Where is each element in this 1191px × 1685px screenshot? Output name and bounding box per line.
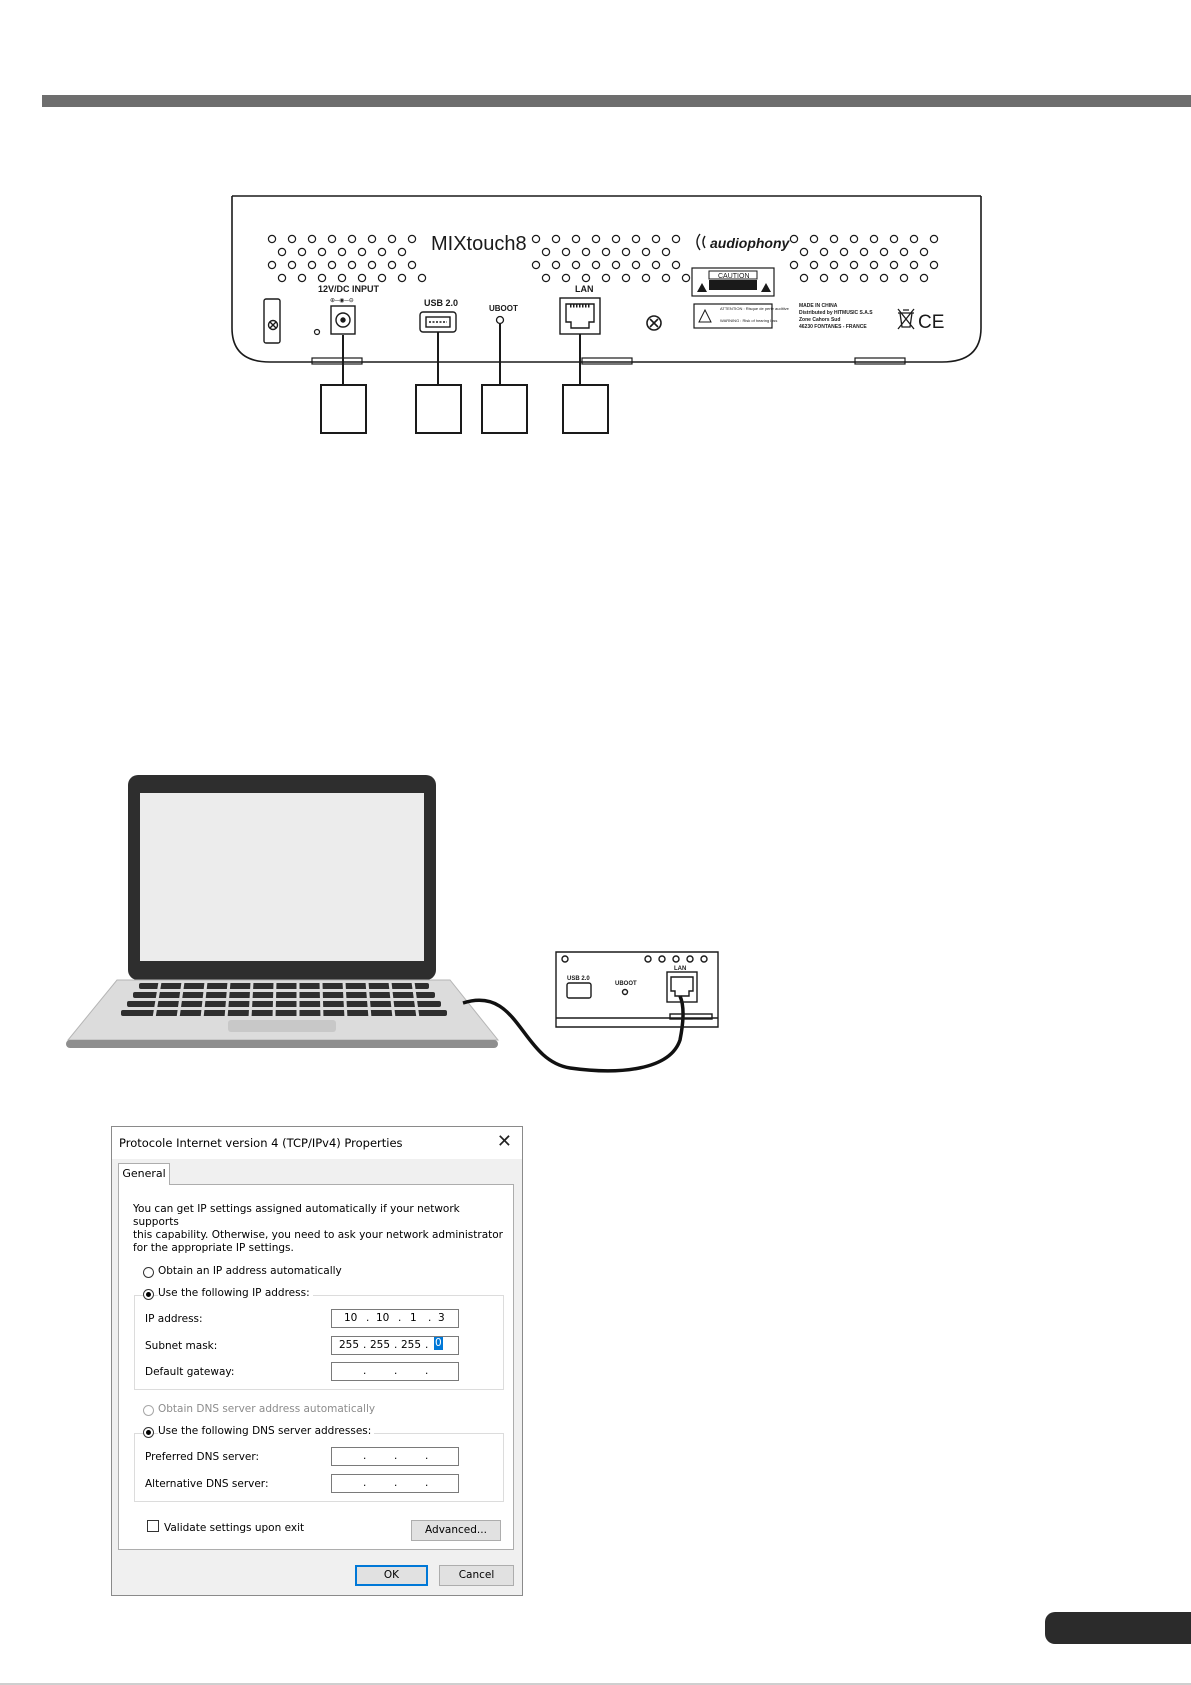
laptop-screen bbox=[140, 793, 424, 961]
caution-text: CAUTION bbox=[718, 273, 750, 280]
dialog-title: Protocole Internet version 4 (TCP/IPv4) Properties bbox=[119, 1136, 403, 1150]
callout-box bbox=[321, 385, 366, 433]
manufacturer-info bbox=[799, 303, 873, 330]
hearing-warning-label bbox=[694, 304, 790, 328]
weee-bin-icon bbox=[898, 309, 914, 329]
svg-text:MADE IN CHINA: MADE IN CHINA bbox=[799, 303, 838, 309]
use-following-ip-radio[interactable] bbox=[143, 1289, 154, 1300]
warning-text: WARNING : Risk of hearing loss bbox=[720, 318, 778, 323]
svg-text:46230 FONTANES - FRANCE: 46230 FONTANES - FRANCE bbox=[799, 324, 867, 330]
obtain-ip-auto-radio[interactable] bbox=[143, 1267, 154, 1278]
use-following-ip-label: Use the following IP address: bbox=[158, 1287, 313, 1299]
panel-foot bbox=[855, 358, 905, 364]
brand-logo bbox=[697, 234, 791, 251]
callout-box bbox=[482, 385, 527, 433]
lan-port bbox=[560, 298, 600, 334]
closeup-lan-label: LAN bbox=[674, 966, 687, 972]
ok-button[interactable]: OK bbox=[355, 1565, 428, 1586]
closeup-usb-port bbox=[567, 983, 591, 998]
trackpad bbox=[228, 1020, 336, 1032]
cable-clip bbox=[264, 299, 280, 343]
tab-general[interactable]: General bbox=[118, 1163, 170, 1185]
model-name: MIXtouch8 bbox=[431, 233, 527, 255]
closeup-uboot-label: UBOOT bbox=[615, 981, 637, 987]
closeup-usb-label: USB 2.0 bbox=[567, 976, 590, 982]
caution-label bbox=[692, 268, 774, 296]
default-gateway-field[interactable]: . . . bbox=[331, 1362, 459, 1381]
callouts bbox=[321, 324, 608, 433]
closeup-uboot-button bbox=[623, 990, 628, 995]
tcpip-properties-dialog bbox=[111, 1126, 523, 1596]
power-input-label: 12V/DC INPUT bbox=[318, 284, 380, 294]
usb-port bbox=[420, 312, 456, 332]
vent-group-left bbox=[268, 235, 425, 281]
panel-foot bbox=[582, 358, 632, 364]
uboot-label: UBOOT bbox=[489, 304, 518, 313]
panel-outline bbox=[232, 196, 981, 362]
ip-address-field[interactable]: 10 . 10 . 1 . 3 bbox=[331, 1309, 459, 1328]
obtain-dns-auto-radio[interactable] bbox=[143, 1405, 154, 1416]
connection-diagram bbox=[0, 760, 760, 1080]
dialog-titlebar bbox=[112, 1127, 522, 1159]
usb-port-label: USB 2.0 bbox=[424, 298, 459, 308]
vent-holes bbox=[268, 235, 937, 281]
ethernet-cable bbox=[463, 996, 683, 1071]
ce-mark: CE bbox=[918, 312, 945, 333]
vent-group-middle bbox=[532, 235, 689, 281]
advanced-button[interactable]: Advanced... bbox=[411, 1520, 501, 1541]
panel-foot bbox=[312, 358, 362, 364]
validate-settings-checkbox[interactable] bbox=[147, 1520, 159, 1532]
obtain-dns-auto-label: Obtain DNS server address automatically bbox=[158, 1403, 376, 1415]
polarity-symbol: ⊕─◉─⊖ bbox=[330, 298, 354, 304]
laptop-illustration bbox=[66, 775, 498, 1048]
obtain-ip-auto-label: Obtain an IP address automatically bbox=[158, 1265, 342, 1277]
validate-settings-label: Validate settings upon exit bbox=[164, 1522, 305, 1534]
device-closeup bbox=[556, 952, 718, 1027]
general-panel bbox=[118, 1184, 514, 1550]
preferred-dns-label: Preferred DNS server: bbox=[145, 1451, 260, 1463]
default-gateway-label: Default gateway: bbox=[145, 1366, 235, 1378]
svg-text:Distributed by HITMUSIC S.A.S: Distributed by HITMUSIC S.A.S bbox=[799, 310, 873, 316]
intro-text: You can get IP settings assigned automatically if your network supports this capability. Otherwise, you need to ask your network administrator for the appropriate IP settings. bbox=[133, 1203, 504, 1254]
page-number-tab bbox=[1045, 1612, 1191, 1644]
alternative-dns-label: Alternative DNS server: bbox=[145, 1478, 269, 1490]
use-following-dns-radio[interactable] bbox=[143, 1427, 154, 1438]
lan-port-label: LAN bbox=[575, 284, 594, 294]
chassis-screw bbox=[647, 316, 661, 330]
alternative-dns-field[interactable]: . . . bbox=[331, 1474, 459, 1493]
cancel-button[interactable]: Cancel bbox=[439, 1565, 514, 1586]
ip-address-label: IP address: bbox=[145, 1313, 203, 1325]
brand-name: audiophony bbox=[710, 235, 790, 251]
use-following-dns-label: Use the following DNS server addresses: bbox=[158, 1425, 374, 1437]
svg-text:Zone Cahors Sud: Zone Cahors Sud bbox=[799, 317, 841, 323]
callout-box bbox=[563, 385, 608, 433]
device-rear-panel bbox=[0, 0, 1191, 440]
preferred-dns-field[interactable]: . . . bbox=[331, 1447, 459, 1466]
attention-text: ATTENTION : Risque de perte auditive bbox=[720, 306, 789, 311]
subnet-mask-field[interactable]: 255 . 255 . 255 . 0 bbox=[331, 1336, 459, 1355]
subnet-mask-label: Subnet mask: bbox=[145, 1340, 218, 1352]
power-jack bbox=[331, 306, 355, 334]
callout-box bbox=[416, 385, 461, 433]
uboot-button bbox=[497, 317, 504, 324]
close-icon[interactable]: ✕ bbox=[496, 1131, 512, 1152]
vent-group-right bbox=[790, 235, 937, 281]
indicator-led bbox=[315, 330, 320, 335]
